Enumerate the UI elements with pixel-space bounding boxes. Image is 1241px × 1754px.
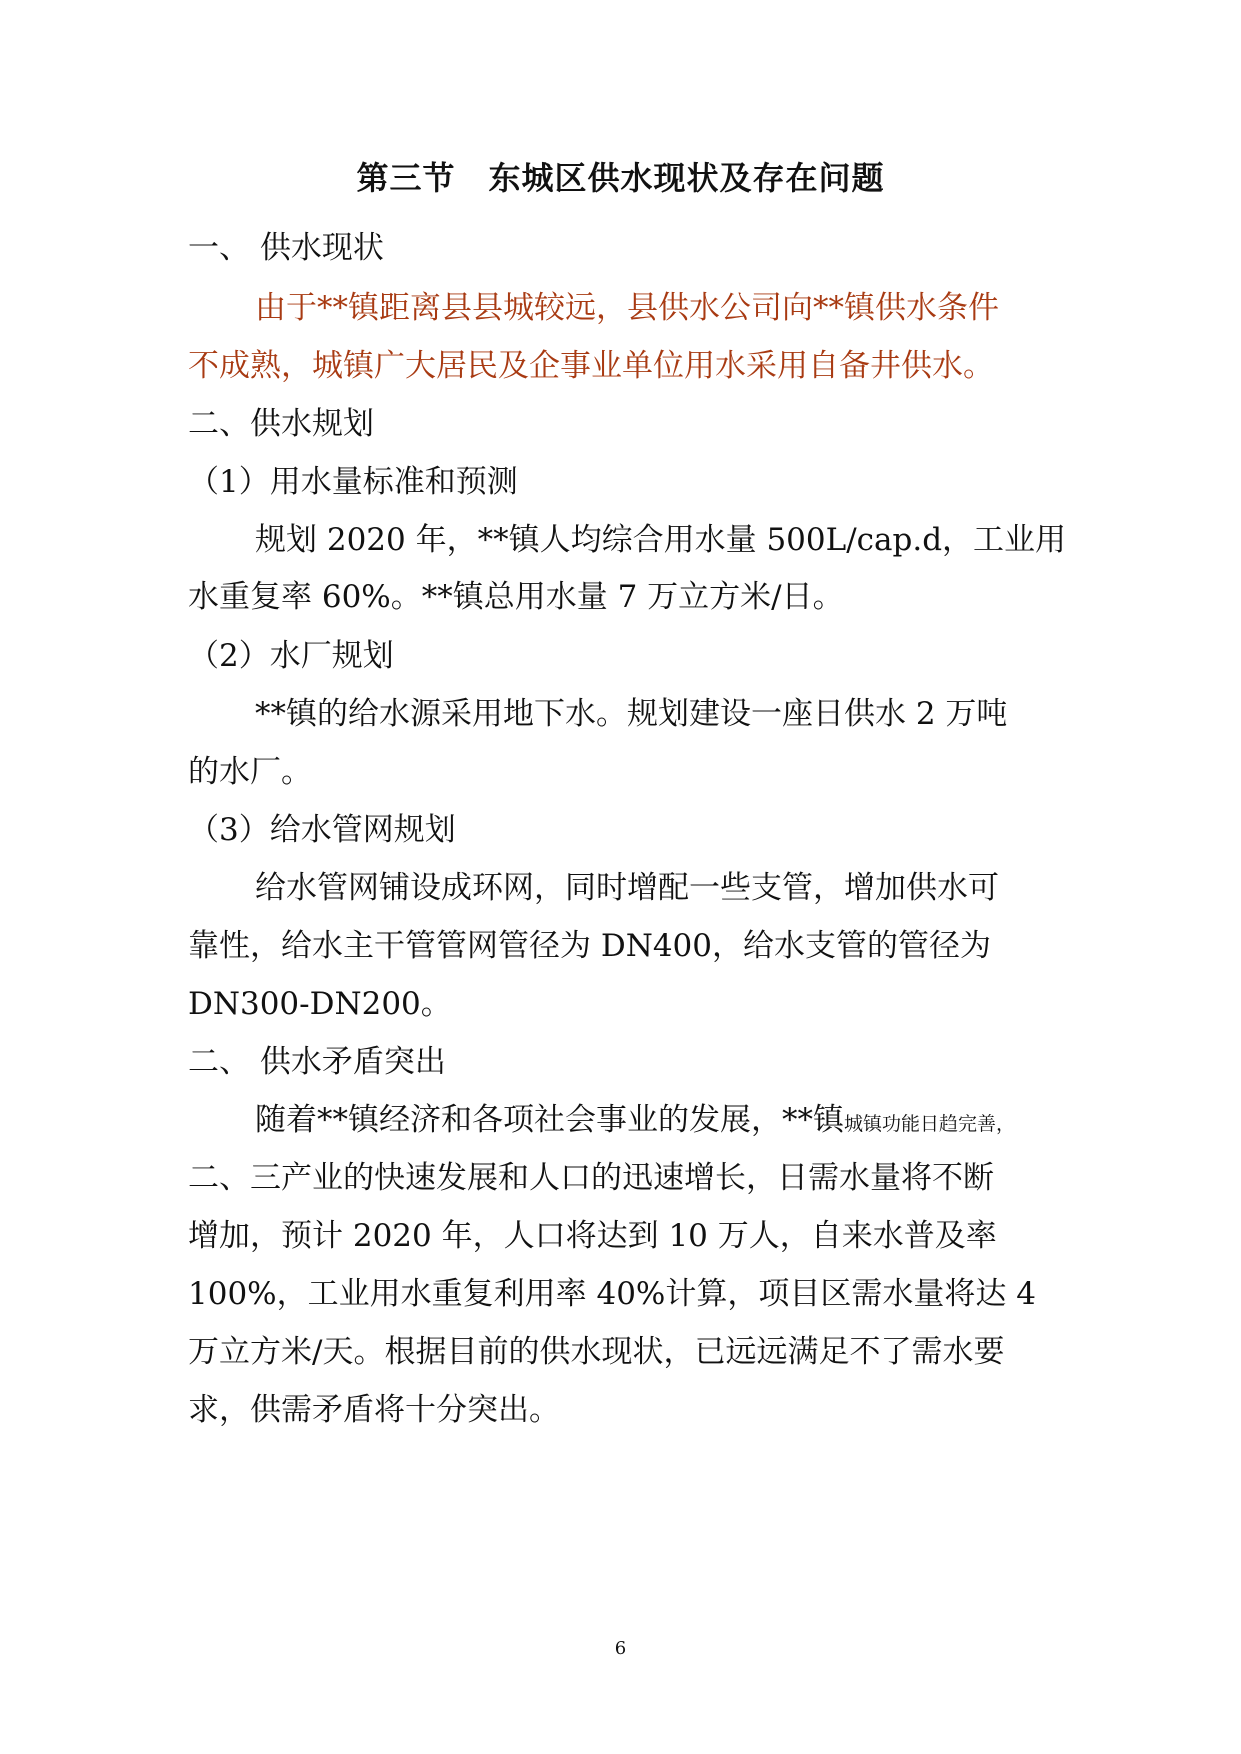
page-number: 6 bbox=[614, 1638, 627, 1659]
status-paragraph-line: 不成熟，城镇广大居民及企事业单位用水采用自备井供水。 bbox=[188, 348, 994, 384]
conflict-paragraph-line bbox=[255, 1100, 1015, 1144]
subsection-heading-water-demand: （1）用水量标准和预测 bbox=[188, 464, 518, 500]
conflict-paragraph-line: 100%，工业用水重复利用率 40%计算，项目区需水量将达 4 bbox=[188, 1276, 1036, 1312]
water-plant-paragraph-line: 的水厂。 bbox=[188, 754, 312, 790]
section-heading-supply-conflict: 二、 供水矛盾突出 bbox=[188, 1044, 446, 1080]
pipe-network-paragraph-line: 给水管网铺设成环网，同时增配一些支管，增加供水可 bbox=[255, 870, 999, 906]
subsection-heading-pipe-network: （3）给水管网规划 bbox=[188, 812, 456, 848]
section-heading-supply-status: 一、 供水现状 bbox=[188, 230, 384, 266]
conflict-paragraph-line: 求，供需矛盾将十分突出。 bbox=[188, 1392, 560, 1428]
water-plant-paragraph-line: **镇的给水源采用地下水。规划建设一座日供水 2 万吨 bbox=[255, 696, 1008, 732]
water-demand-paragraph-line: 规划 2020 年，**镇人均综合用水量 500L/cap.d，工业用 bbox=[255, 522, 1067, 558]
conflict-paragraph-line: 二、三产业的快速发展和人口的迅速增长，日需水量将不断 bbox=[188, 1160, 994, 1196]
section-heading-supply-plan: 二、供水规划 bbox=[188, 406, 374, 442]
page-title: 第三节 东城区供水现状及存在问题 bbox=[356, 159, 885, 197]
conflict-paragraph-main-text: 随着**镇经济和各项社会事业的发展，**镇 bbox=[255, 1102, 844, 1138]
pipe-network-paragraph-line: DN300-DN200。 bbox=[188, 986, 452, 1022]
status-paragraph-line: 由于**镇距离县县城较远，县供水公司向**镇供水条件 bbox=[255, 290, 999, 326]
conflict-paragraph-line: 增加，预计 2020 年，人口将达到 10 万人，自来水普及率 bbox=[188, 1218, 997, 1254]
subsection-heading-water-plant: （2）水厂规划 bbox=[188, 638, 394, 674]
pipe-network-paragraph-line: 靠性，给水主干管管网管径为 DN400，给水支管的管径为 bbox=[188, 928, 992, 964]
conflict-paragraph-line: 万立方米/天。根据目前的供水现状，已远远满足不了需水要 bbox=[188, 1334, 1005, 1370]
water-demand-paragraph-line: 水重复率 60%。**镇总用水量 7 万立方米/日。 bbox=[188, 579, 844, 615]
conflict-paragraph-small-text: 城镇功能日趋完善， bbox=[844, 1113, 1016, 1135]
